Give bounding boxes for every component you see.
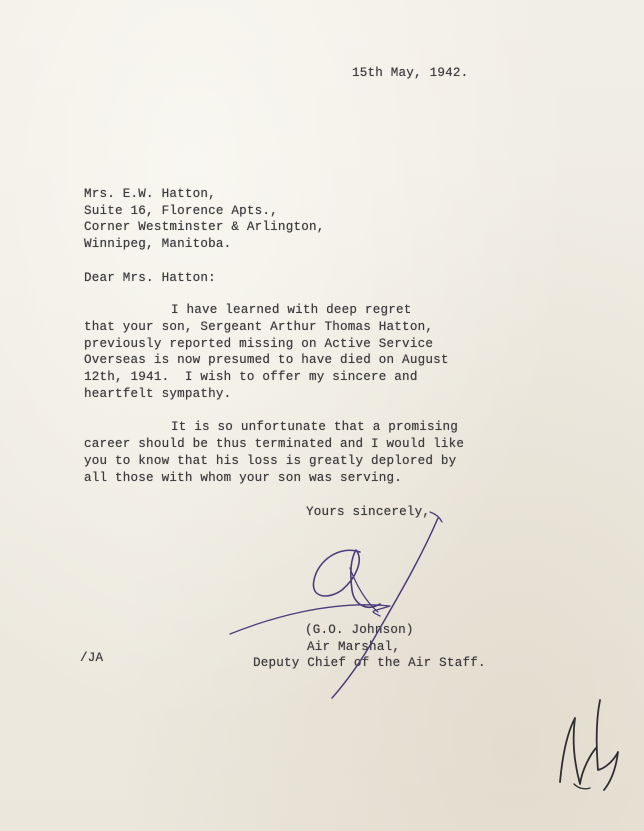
signatory-rank: Air Marshal,	[307, 640, 401, 654]
salutation: Dear Mrs. Hatton:	[84, 271, 216, 285]
body-line: that your son, Sergeant Arthur Thomas Hatton,	[84, 320, 434, 334]
closing: Yours sincerely,	[306, 505, 431, 519]
body-line: heartfelt sympathy.	[84, 387, 232, 401]
body-line: I have learned with deep regret	[171, 303, 412, 317]
signatory-title: Deputy Chief of the Air Staff.	[253, 656, 486, 670]
body-line: career should be thus terminated and I would like	[84, 437, 465, 451]
address-line: Mrs. E.W. Hatton,	[84, 187, 216, 201]
reference-initials: /JA	[80, 651, 104, 665]
address-line: Winnipeg, Manitoba.	[84, 237, 232, 251]
body-line: It is so unfortunate that a promising	[171, 420, 459, 434]
body-line: previously reported missing on Active Service	[84, 337, 434, 351]
body-line: you to know that his loss is greatly deplored by	[84, 454, 457, 468]
address-line: Suite 16, Florence Apts.,	[84, 204, 278, 218]
body-line: 12th, 1941. I wish to offer my sincere and	[84, 370, 418, 384]
body-line: Overseas is now presumed to have died on August	[84, 353, 449, 367]
letter-date: 15th May, 1942.	[352, 66, 469, 80]
signatory-name: (G.O. Johnson)	[305, 623, 414, 637]
body-line: all those with whom your son was serving.	[84, 471, 403, 485]
address-line: Corner Westminster & Arlington,	[84, 220, 325, 234]
